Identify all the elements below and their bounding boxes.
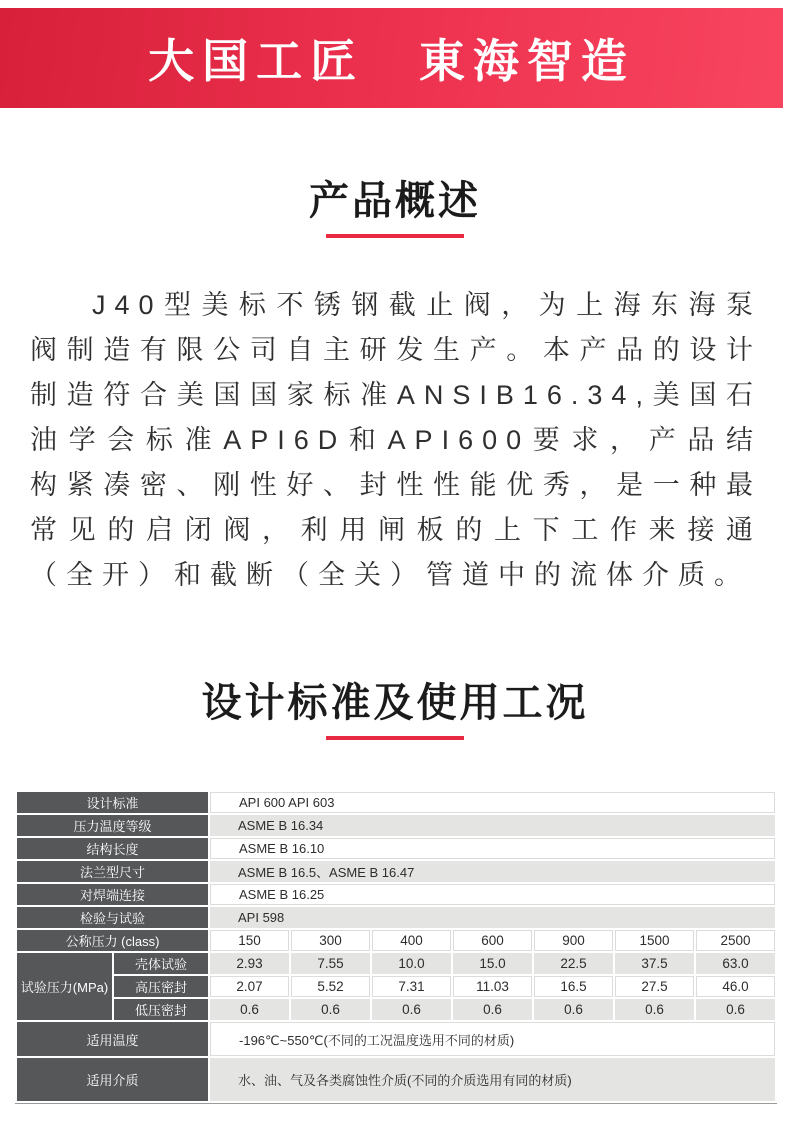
specs-heading-underline xyxy=(326,736,464,740)
shell-test-value: 15.0 xyxy=(453,953,532,974)
brand-slogan: 大国工匠 東海智造 xyxy=(148,35,635,87)
shell-test-value: 37.5 xyxy=(615,953,694,974)
spec-label: 对焊端连接 xyxy=(17,884,208,905)
high-seal-value: 11.03 xyxy=(453,976,532,997)
spec-value: ASME B 16.10 xyxy=(210,838,775,859)
high-seal-label: 高压密封 xyxy=(114,976,208,997)
spec-table xyxy=(15,790,777,1104)
media-label: 适用介质 xyxy=(17,1058,208,1101)
spec-row-buttweld-end xyxy=(17,884,775,905)
media-value: 水、油、气及各类腐蚀性介质(不同的介质选用有同的材质) xyxy=(210,1058,775,1101)
spec-value: ASME B 16.5、ASME B 16.47 xyxy=(210,861,775,882)
temperature-value: -196℃~550℃(不同的工况温度选用不同的材质) xyxy=(210,1022,775,1056)
pressure-class-value: 600 xyxy=(453,930,532,951)
low-seal-value: 0.6 xyxy=(453,999,532,1020)
high-seal-value: 46.0 xyxy=(696,976,775,997)
temperature-label: 适用温度 xyxy=(17,1022,208,1056)
low-seal-value: 0.6 xyxy=(291,999,370,1020)
low-seal-label: 低压密封 xyxy=(114,999,208,1020)
pressure-class-value: 900 xyxy=(534,930,613,951)
overview-paragraph: J40型美标不锈钢截止阀，为上海东海泵阀制造有限公司自主研发生产。本产品的设计制造符合美国国家标准ANSIB16.34,美国石油学会标准API6D和API600要求，产品结构紧凑密、刚性好、封性性能优秀，是一种最常见的启闭阀，利用闸板的上下工作来接通（全开）和截断（全关）管道中的流体介质。 xyxy=(30,290,762,590)
shell-test-label: 壳体试验 xyxy=(114,953,208,974)
specs-section-header xyxy=(0,683,790,740)
shell-test-value: 2.93 xyxy=(210,953,289,974)
spec-row-design-standard xyxy=(17,792,775,813)
pressure-class-row xyxy=(17,930,775,951)
pressure-class-value: 300 xyxy=(291,930,370,951)
spec-value: ASME B 16.34 xyxy=(210,815,775,836)
spec-row-inspection-test xyxy=(17,907,775,928)
spec-value: ASME B 16.25 xyxy=(210,884,775,905)
shell-test-value: 22.5 xyxy=(534,953,613,974)
high-seal-value: 5.52 xyxy=(291,976,370,997)
low-pressure-seal-row xyxy=(17,999,775,1020)
low-seal-value: 0.6 xyxy=(372,999,451,1020)
shell-test-value: 7.55 xyxy=(291,953,370,974)
high-seal-value: 7.31 xyxy=(372,976,451,997)
pressure-class-value: 400 xyxy=(372,930,451,951)
high-seal-value: 2.07 xyxy=(210,976,289,997)
spec-label: 结构长度 xyxy=(17,838,208,859)
temperature-row xyxy=(17,1022,775,1056)
spec-row-structure-length xyxy=(17,838,775,859)
low-seal-value: 0.6 xyxy=(696,999,775,1020)
low-seal-value: 0.6 xyxy=(210,999,289,1020)
test-pressure-label: 试验压力(MPa) xyxy=(17,953,112,1020)
high-pressure-seal-row xyxy=(17,976,775,997)
spec-row-pressure-temp-rating xyxy=(17,815,775,836)
shell-test-value: 63.0 xyxy=(696,953,775,974)
high-seal-value: 27.5 xyxy=(615,976,694,997)
spec-row-flange-size xyxy=(17,861,775,882)
brand-banner xyxy=(0,8,783,108)
shell-test-value: 10.0 xyxy=(372,953,451,974)
pressure-class-value: 150 xyxy=(210,930,289,951)
overview-heading-underline xyxy=(326,234,464,238)
spec-value: API 598 xyxy=(210,907,775,928)
overview-section-header xyxy=(0,181,790,238)
spec-value: API 600 API 603 xyxy=(210,792,775,813)
overview-heading: 产品概述 xyxy=(309,179,481,223)
media-row xyxy=(17,1058,775,1101)
high-seal-value: 16.5 xyxy=(534,976,613,997)
spec-label: 设计标准 xyxy=(17,792,208,813)
spec-label: 检验与试验 xyxy=(17,907,208,928)
pressure-class-label: 公称压力 (class) xyxy=(17,930,208,951)
pressure-class-value: 1500 xyxy=(615,930,694,951)
low-seal-value: 0.6 xyxy=(615,999,694,1020)
pressure-class-value: 2500 xyxy=(696,930,775,951)
shell-test-row xyxy=(17,953,775,974)
spec-label: 压力温度等级 xyxy=(17,815,208,836)
spec-label: 法兰型尺寸 xyxy=(17,861,208,882)
low-seal-value: 0.6 xyxy=(534,999,613,1020)
specs-heading: 设计标准及使用工况 xyxy=(201,681,589,725)
